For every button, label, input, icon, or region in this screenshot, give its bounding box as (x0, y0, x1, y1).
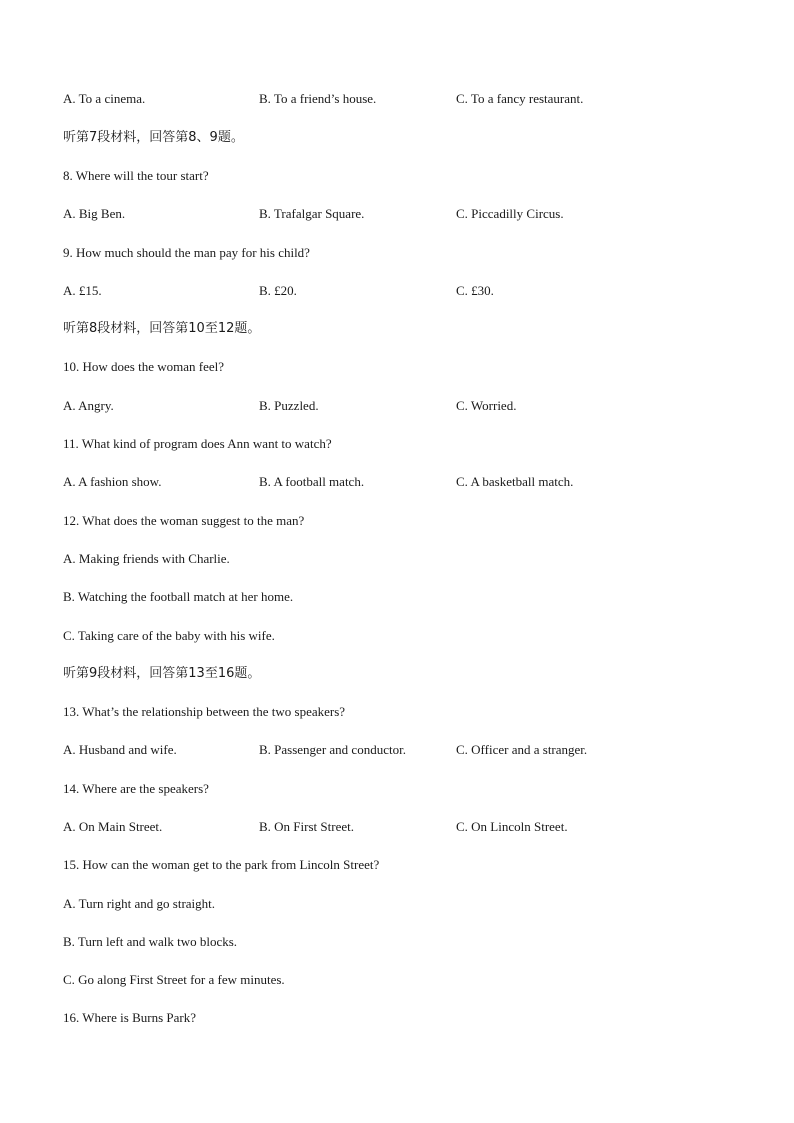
q7-option-b: B. To a friend’s house. (259, 91, 377, 106)
q13-option-a: A. Husband and wife. (63, 742, 177, 757)
q10-option-c: C. Worried. (456, 398, 517, 413)
section-7-instruction: 听第7段材料，回答第8、9题。 (63, 130, 244, 145)
q15-option-b: B. Turn left and walk two blocks. (63, 934, 238, 949)
q12-option-b: B. Watching the football match at her home. (63, 589, 294, 604)
section-8-instruction: 听第8段材料，回答第10至12题。 (63, 321, 261, 336)
section-9-instruction: 听第9段材料，回答第13至16题。 (63, 666, 261, 681)
q13-option-b: B. Passenger and conductor. (259, 742, 406, 757)
q8-option-a: A. Big Ben. (63, 206, 126, 221)
q10-stem: 10. How does the woman feel? (63, 359, 225, 374)
q14-stem: 14. Where are the speakers? (63, 781, 209, 796)
q15-option-a: A. Turn right and go straight. (63, 896, 216, 911)
q9-option-c: C. £30. (456, 283, 494, 298)
q13-option-c: C. Officer and a stranger. (456, 742, 588, 757)
q11-option-a: A. A fashion show. (63, 474, 162, 489)
q14-option-c: C. On Lincoln Street. (456, 819, 568, 834)
q9-option-a: A. £15. (63, 283, 102, 298)
q9-option-b: B. £20. (259, 283, 297, 298)
q8-option-b: B. Trafalgar Square. (259, 206, 365, 221)
q8-option-c: C. Piccadilly Circus. (456, 206, 564, 221)
q15-stem: 15. How can the woman get to the park from Lincoln Street? (63, 857, 380, 872)
q8-stem: 8. Where will the tour start? (63, 168, 209, 183)
q15-option-c: C. Go along First Street for a few minutes. (63, 972, 285, 987)
q14-option-b: B. On First Street. (259, 819, 354, 834)
q10-option-a: A. Angry. (63, 398, 114, 413)
q11-option-c: C. A basketball match. (456, 474, 574, 489)
q11-option-b: B. A football match. (259, 474, 365, 489)
q9-stem: 9. How much should the man pay for his child? (63, 245, 310, 260)
q10-option-b: B. Puzzled. (259, 398, 319, 413)
q12-stem: 12. What does the woman suggest to the man? (63, 513, 305, 528)
q7-option-c: C. To a fancy restaurant. (456, 91, 584, 106)
q13-stem: 13. What’s the relationship between the two speakers? (63, 704, 346, 719)
q14-option-a: A. On Main Street. (63, 819, 163, 834)
q7-option-a: A. To a cinema. (63, 91, 146, 106)
q11-stem: 11. What kind of program does Ann want to watch? (63, 436, 332, 451)
q12-option-c: C. Taking care of the baby with his wife. (63, 628, 275, 643)
q12-option-a: A. Making friends with Charlie. (63, 551, 230, 566)
q16-stem: 16. Where is Burns Park? (63, 1010, 196, 1025)
